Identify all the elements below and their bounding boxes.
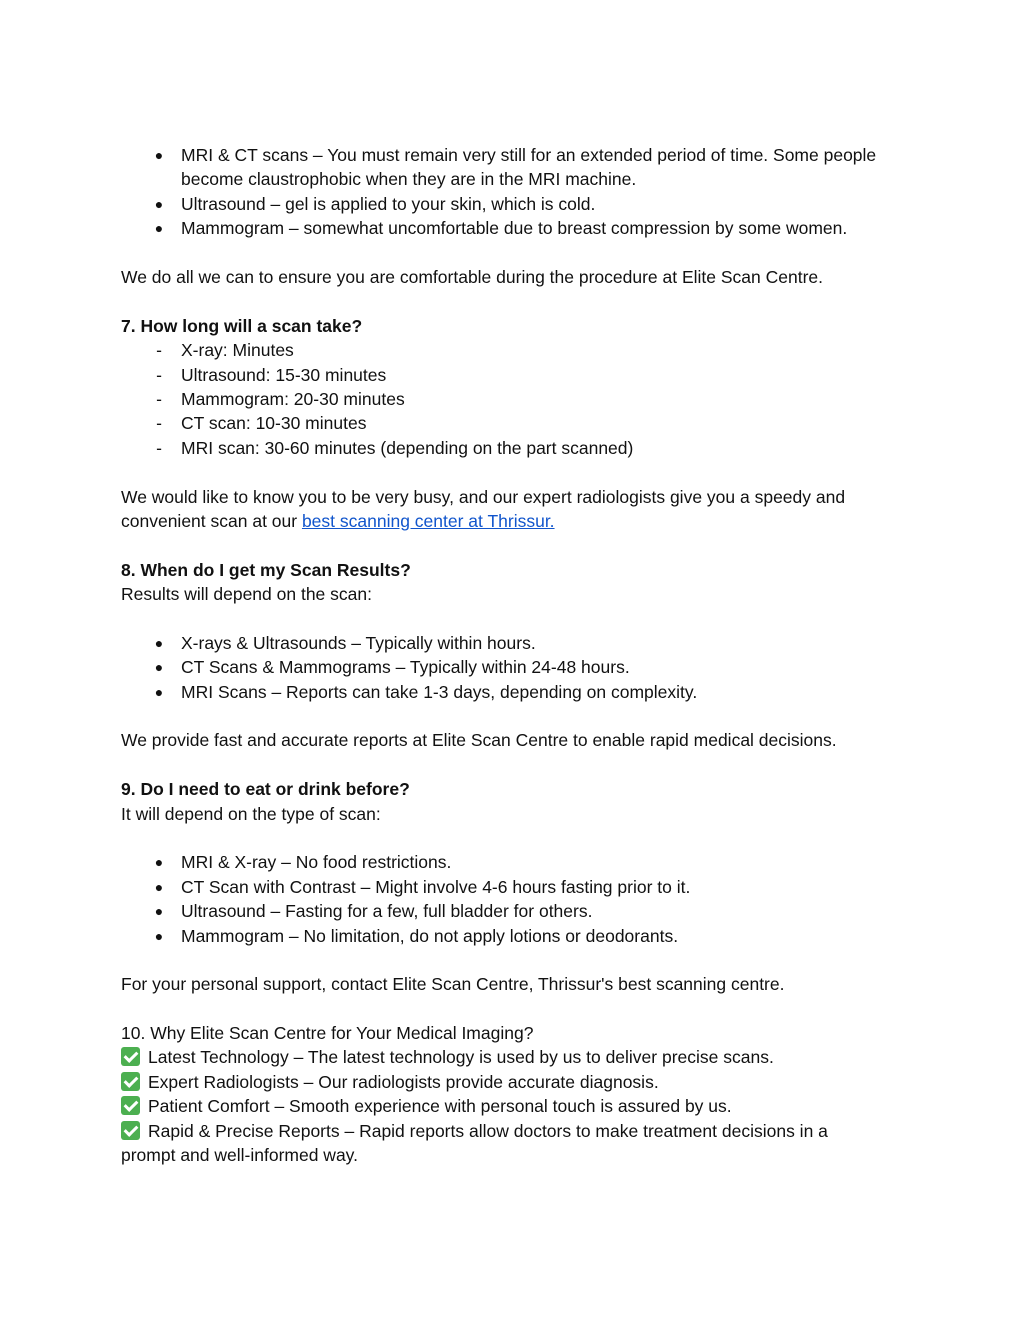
benefit-text: Rapid & Precise Reports – Rapid reports allow doctors to make treatment decisions in a	[148, 1120, 828, 1141]
preparation-bullet-list	[121, 850, 901, 948]
list-item	[121, 631, 901, 655]
document-page	[121, 143, 901, 1167]
section-heading-q8: 8. When do I get my Scan Results?	[121, 559, 411, 580]
benefit-item	[121, 1119, 901, 1143]
list-item	[121, 387, 901, 411]
bullet-icon: ●	[154, 147, 164, 163]
list-item-text: Ultrasound: 15-30 minutes	[181, 364, 387, 385]
list-item	[121, 680, 901, 704]
section-heading-q9: 9. Do I need to eat or drink before?	[121, 779, 410, 800]
bullet-icon: ●	[154, 683, 164, 700]
benefit-continuation: prompt and well-informed way.	[121, 1145, 358, 1166]
list-item-text: MRI Scans – Reports can take 1-3 days, depending on complexity.	[181, 681, 698, 702]
list-item	[121, 216, 901, 240]
dash-marker: -	[156, 388, 162, 409]
bullet-icon: ●	[154, 634, 164, 651]
list-item-text: Ultrasound – Fasting for a few, full bladder for others.	[181, 901, 593, 922]
q8-closing: We provide fast and accurate reports at Elite Scan Centre to enable rapid medical decisions.	[121, 730, 837, 751]
list-item	[121, 411, 901, 435]
benefits-list	[121, 1045, 901, 1167]
q7-paragraph-line-1: We would like to know you to be very busy, and our expert radiologists give you a speedy and	[121, 486, 846, 507]
benefit-text: Latest Technology – The latest technology is used by us to deliver precise scans.	[148, 1047, 774, 1068]
list-item	[121, 899, 901, 923]
list-item	[121, 192, 901, 216]
list-item-text: X-ray: Minutes	[181, 340, 294, 361]
list-item-text: Ultrasound – gel is applied to your skin, which is cold.	[181, 193, 596, 214]
bullet-icon: ●	[154, 195, 164, 212]
list-item-text: Mammogram – No limitation, do not apply lotions or deodorants.	[181, 925, 679, 946]
bullet-icon: ●	[154, 927, 164, 944]
checkmark-icon	[121, 1047, 140, 1066]
bullet-icon: ●	[154, 878, 164, 895]
q7-paragraph-prefix: convenient scan at our	[121, 510, 302, 531]
list-item	[121, 655, 901, 679]
checkmark-icon	[121, 1121, 140, 1140]
dash-marker: -	[156, 437, 162, 458]
q9-closing: For your personal support, contact Elite Scan Centre, Thrissur's best scanning centre.	[121, 974, 785, 995]
list-item-text: MRI & CT scans – You must remain very still for an extended period of time. Some people become claustrophobic when they are in the MRI machine.	[181, 145, 877, 190]
dash-marker: -	[156, 413, 162, 434]
q8-intro: Results will depend on the scan:	[121, 584, 372, 605]
intro-bullet-list	[121, 143, 901, 241]
checkmark-icon	[121, 1096, 140, 1115]
bullet-icon: ●	[154, 903, 164, 920]
list-item-text: CT Scan with Contrast – Might involve 4-6 hours fasting prior to it.	[181, 876, 691, 897]
benefit-item	[121, 1070, 901, 1094]
bullet-icon: ●	[154, 220, 164, 237]
list-item-text: CT Scans & Mammograms – Typically within 24-48 hours.	[181, 657, 630, 678]
checkmark-icon	[121, 1072, 140, 1091]
bullet-icon: ●	[154, 854, 164, 871]
section-heading-q10: 10. Why Elite Scan Centre for Your Medical Imaging?	[121, 1023, 534, 1044]
list-item	[121, 924, 901, 948]
list-item	[121, 850, 901, 874]
q9-intro: It will depend on the type of scan:	[121, 803, 381, 824]
list-item	[121, 363, 901, 387]
list-item	[121, 436, 901, 460]
benefit-text: Expert Radiologists – Our radiologists provide accurate diagnosis.	[148, 1071, 659, 1092]
list-item	[121, 143, 901, 192]
scan-duration-list	[121, 338, 901, 460]
benefit-text: Patient Comfort – Smooth experience with personal touch is assured by us.	[148, 1096, 732, 1117]
dash-marker: -	[156, 364, 162, 385]
list-item	[121, 875, 901, 899]
list-item-text: X-rays & Ultrasounds – Typically within hours.	[181, 632, 536, 653]
comfort-note: We do all we can to ensure you are comfortable during the procedure at Elite Scan Centre.	[121, 266, 824, 287]
list-item-text: MRI scan: 30-60 minutes (depending on the part scanned)	[181, 437, 634, 458]
list-item	[121, 338, 901, 362]
section-heading-q7: 7. How long will a scan take?	[121, 315, 363, 336]
list-item-text: Mammogram – somewhat uncomfortable due to breast compression by some women.	[181, 218, 848, 239]
scanning-center-link[interactable]: best scanning center at Thrissur.	[301, 510, 555, 531]
bullet-icon: ●	[154, 659, 164, 676]
list-item-text: MRI & X-ray – No food restrictions.	[181, 852, 452, 873]
benefit-item	[121, 1045, 901, 1069]
list-item-text: CT scan: 10-30 minutes	[181, 413, 367, 434]
benefit-item	[121, 1094, 901, 1118]
dash-marker: -	[156, 340, 162, 361]
q7-paragraph-line-2	[121, 509, 901, 533]
list-item-text: Mammogram: 20-30 minutes	[181, 388, 405, 409]
results-bullet-list	[121, 631, 901, 704]
